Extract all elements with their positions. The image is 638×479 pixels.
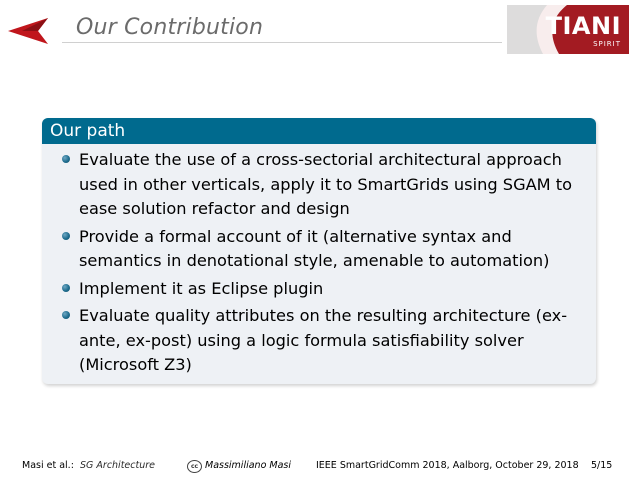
list-item bbox=[71, 304, 586, 378]
block-body bbox=[42, 144, 596, 378]
bullet-icon bbox=[62, 311, 70, 319]
left-arrow-icon[interactable] bbox=[8, 16, 56, 46]
logo-subtitle: SPIRIT bbox=[593, 40, 621, 48]
title-divider bbox=[62, 42, 502, 43]
page-number: 5/15 bbox=[591, 460, 613, 471]
block-title: Our path bbox=[42, 118, 596, 144]
list-item bbox=[71, 225, 586, 274]
bullet-icon bbox=[62, 232, 70, 240]
cc-icon: cc bbox=[187, 460, 202, 473]
slide-header bbox=[0, 0, 638, 60]
footer-author: Massimiliano Masi bbox=[205, 460, 292, 471]
footer-short-title: SG Architecture bbox=[80, 460, 155, 471]
slide-title: Our Contribution bbox=[76, 15, 264, 40]
list-item-text: Evaluate quality attributes on the resulting architecture (ex-ante, ex-post) using a logic formula satisfiability solver (Microsoft Z3) bbox=[79, 306, 568, 374]
list-item bbox=[71, 148, 586, 222]
list-item-text: Implement it as Eclipse plugin bbox=[79, 278, 324, 298]
bullet-icon bbox=[62, 155, 70, 163]
our-path-block bbox=[42, 118, 596, 384]
list-item bbox=[71, 277, 586, 302]
slide-footer bbox=[0, 460, 638, 474]
logo-word: TIANI bbox=[545, 12, 621, 40]
footer-authors: Masi et al.: bbox=[22, 460, 74, 471]
tiani-spirit-logo bbox=[507, 5, 629, 54]
footer-conference: IEEE SmartGridComm 2018, Aalborg, October 29, 2018 bbox=[316, 460, 579, 471]
list-item-text: Provide a formal account of it (alternative syntax and semantics in denotational style, amenable to automation) bbox=[79, 226, 550, 270]
list-item-text: Evaluate the use of a cross-sectorial architectural approach used in other verticals, apply it to SmartGrids using SGAM to ease solution refactor and design bbox=[79, 150, 573, 218]
bullet-icon bbox=[62, 284, 70, 292]
